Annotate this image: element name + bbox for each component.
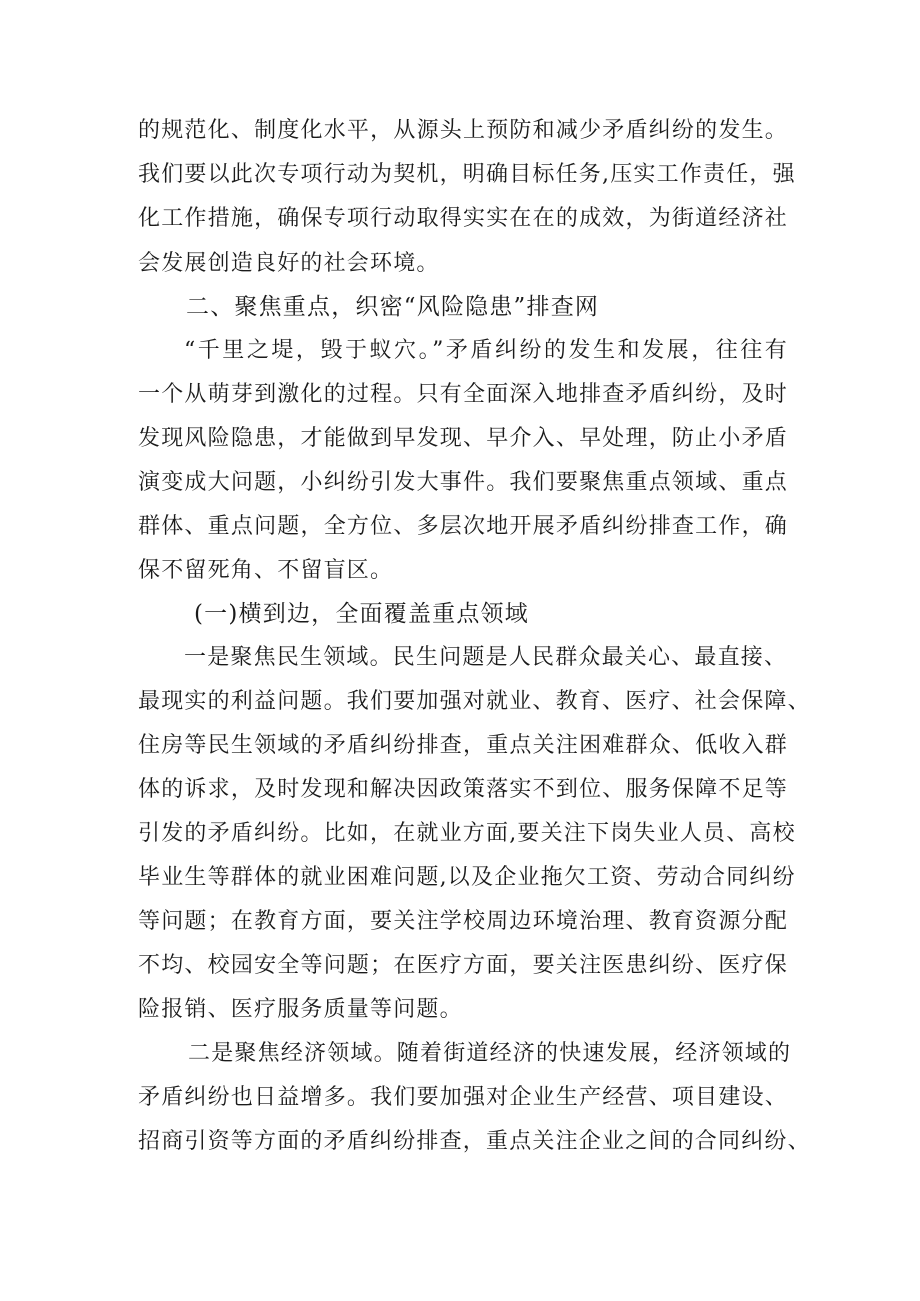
- body-text-line: 我们要以此次专项行动为契机，明确目标任务,压实工作责任，强: [138, 162, 796, 187]
- body-text-line: 的规范化、制度化水平，从源头上预防和减少矛盾纠纷的发生。: [138, 118, 788, 143]
- body-text-line: 一是聚焦民生领域。民生问题是人民群众最关心、最直接、: [184, 645, 788, 670]
- body-text-line: 最现实的利益问题。我们要加强对就业、教育、医疗、社会保障、: [138, 689, 811, 714]
- body-text-line: 不均、校园安全等问题；在医疗方面，要关注医患纠纷、医疗保: [138, 953, 788, 978]
- body-text-line: 二是聚焦经济领域。随着街道经济的快速发展，经济领域的: [188, 1041, 792, 1066]
- body-text-line: 演变成大问题，小纠纷引发大事件。我们要聚焦重点领域、重点: [138, 470, 788, 495]
- body-text-line: 化工作措施，确保专项行动取得实实在在的成效，为街道经济社: [138, 206, 788, 231]
- body-text-line: 等问题；在教育方面，要关注学校周边环境治理、教育资源分配: [138, 909, 788, 934]
- body-text-line: 体的诉求，及时发现和解决因政策落实不到位、服务保障不足等: [138, 777, 788, 802]
- body-text-line: 会发展创造良好的社会环境。: [138, 251, 440, 276]
- body-text-line: 招商引资等方面的矛盾纠纷排查，重点关注企业之间的合同纠纷、: [138, 1129, 811, 1154]
- body-text-line: 住房等民生领域的矛盾纠纷排查，重点关注困难群众、低收入群: [138, 733, 788, 758]
- subsection-heading: (一)横到边，全面覆盖重点领域: [194, 601, 529, 627]
- body-text-line: 险报销、医疗服务质量等问题。: [138, 997, 463, 1022]
- section-heading: 二、聚焦重点，织密“风险隐患”排查网: [186, 294, 600, 320]
- body-text-line: 保不留死角、不留盲区。: [138, 558, 394, 583]
- body-text-line: 发现风险隐患，才能做到早发现、早介入、早处理，防止小矛盾: [138, 426, 788, 451]
- body-text-line: “千里之堤，毁于蚁穴。”矛盾纠纷的发生和发展，往往有: [184, 338, 788, 363]
- body-text-line: 一个从萌芽到激化的过程。只有全面深入地排查矛盾纠纷，及时: [138, 382, 788, 407]
- body-text-line: 矛盾纠纷也日益增多。我们要加强对企业生产经营、项目建设、: [138, 1085, 788, 1110]
- body-text-line: 毕业生等群体的就业困难问题,以及企业拖欠工资、劳动合同纠纷: [138, 865, 796, 890]
- body-text-line: 群体、重点问题，全方位、多层次地开展矛盾纠纷排查工作，确: [138, 514, 788, 539]
- body-text-line: 引发的矛盾纠纷。比如，在就业方面,要关注下岗失业人员、高校: [138, 821, 796, 846]
